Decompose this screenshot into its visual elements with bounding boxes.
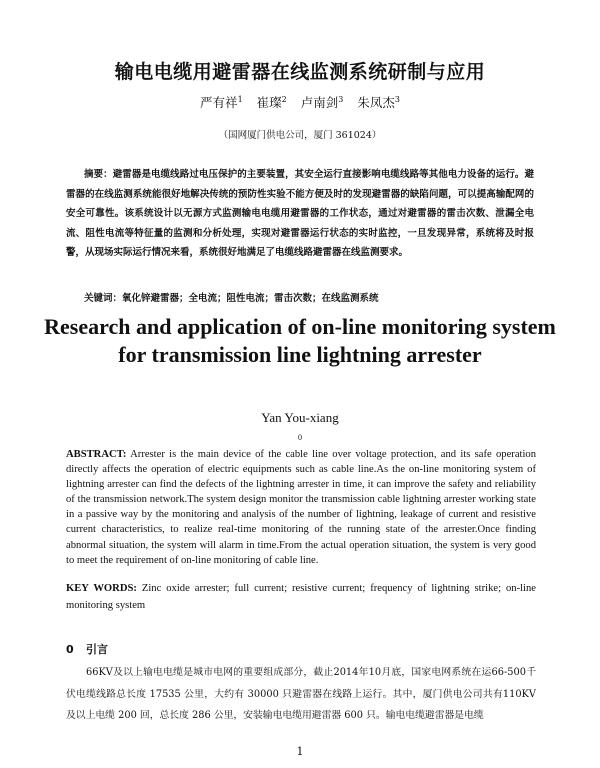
english-author: Yan You-xiang (261, 410, 339, 425)
section-heading (66, 641, 108, 657)
section-number: 0 (66, 643, 74, 656)
keywords-text: 氧化锌避雷器；全电流；阻性电流；雷击次数；在线监测系统 (122, 293, 379, 304)
abstract-label: 摘要： (84, 169, 113, 180)
section-body: 66KV及以上输电电缆是城市电网的重要组成部分，截止2014年10月底，国家电网系统在运66-500千伏电缆线路总长度 17535 公里，大约有 30000 只避雷器在线路上运行。其中，厦门供电公司共有110KV及以上电缆 200 回，总长度 286 公里，安装输电电缆用避雷器 600 只。输电电缆避雷器是电缆 (66, 667, 536, 722)
abstract-text: Arrester is the main device of the cable line over voltage protection, and its safe operation directly affects the operation of electric equipments such as cable line.As the on-line monitoring system of lightning arrester can find the defects of the lightning arrester in time, it can improve the safety and reliability of the transmission network.The system design monitor the transmission cable lightning arrester working state in a passive way by the monitoring and analysis of the number of lightning, leakage of current and resistive current characteristics, to realize real-time monitoring of the running state of the arrester.Once finding abnormal situation, the system will alarm in time.From the actual operation situation, the system is very good to meet the requirement of on-line monitoring of cable line. (66, 449, 536, 566)
english-affiliation: 0 (298, 433, 302, 442)
abstract-text: 避雷器是电缆线路过电压保护的主要装置，其安全运行直接影响电缆线路等其他电力设备的运行。避雷器的在线监测系统能很好地解决传统的预防性实验不能方便及时的发现避雷器的缺陷问题，可以提高输配网的安全可靠性。该系统设计以无源方式监测输电电缆用避雷器的工作状态，通过对避雷器的雷击次数、泄漏全电流、阻性电流等特征量的监测和分析处理，实现对避雷器运行状态的实时监控，一旦发现异常，系统将及时报警，从现场实际运行情况来看，系统很好地满足了电缆线路避雷器在线监测要求。 (66, 169, 534, 259)
author-name: 朱凤杰 (357, 95, 395, 110)
author-name: 严有祥 (200, 95, 238, 110)
author-affiliation-mark: 3 (394, 94, 400, 104)
section-title: 引言 (86, 643, 108, 656)
english-title: Research and application of on-line monitoring system for transmission line lightning arrester (44, 314, 556, 367)
english-keywords (66, 580, 536, 614)
chinese-affiliation: （国网厦门供电公司，厦门 361024） (218, 130, 382, 141)
chinese-abstract (66, 165, 534, 263)
author-affiliation-mark: 2 (281, 94, 287, 104)
author-name: 崔璨 (256, 95, 282, 110)
keywords-label: KEY WORDS: (66, 583, 137, 594)
keywords-label: 关键词： (84, 293, 123, 304)
chinese-keywords (84, 290, 379, 304)
chinese-title: 输电电缆用避雷器在线监测系统研制与应用 (114, 61, 486, 83)
author-affiliation-mark: 1 (237, 94, 243, 104)
abstract-label: ABSTRACT: (66, 449, 127, 460)
english-abstract (66, 447, 536, 568)
chinese-authors (0, 93, 600, 111)
keywords-text: Zinc oxide arrester; full current; resistive current; frequency of lightning strike; on-line monitoring system (66, 583, 536, 611)
page-number: 1 (296, 745, 304, 758)
author-name: 卢南剑 (300, 95, 339, 110)
author-affiliation-mark: 3 (338, 94, 344, 104)
